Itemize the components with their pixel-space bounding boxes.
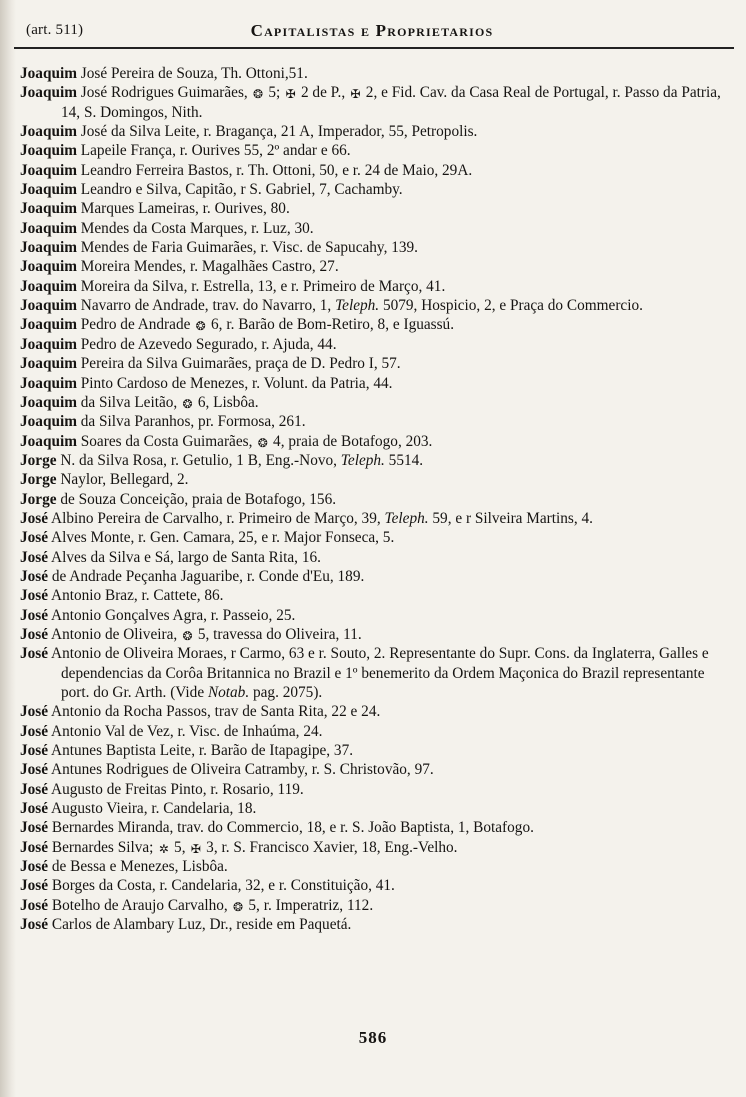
entry-text: Soares da Costa Guimarães, xyxy=(80,432,257,450)
entry-first-name: José xyxy=(20,916,49,934)
entry-first-name: Joaquim xyxy=(20,374,77,392)
entry-italic-text: Teleph. xyxy=(384,509,429,527)
entry-text: Marques Lameiras, r. Ourives, 80. xyxy=(80,200,290,218)
directory-entry xyxy=(20,451,736,470)
entry-first-name: Joaquim xyxy=(20,239,77,257)
entry-first-name: José xyxy=(20,587,49,605)
entry-text: Antonio Braz, r. Cattete, 86. xyxy=(51,587,224,605)
page-header xyxy=(8,22,736,44)
directory-entry xyxy=(20,896,736,915)
entry-text: Botelho de Araujo Carvalho, xyxy=(51,896,232,914)
entry-text: Pedro de Azevedo Segurado, r. Ajuda, 44. xyxy=(80,335,337,353)
directory-entry xyxy=(20,412,736,431)
directory-entry xyxy=(20,702,736,721)
entry-text: Alves da Silva e Sá, largo de Santa Rita, 16. xyxy=(51,548,321,566)
entry-text: 5, r. Imperatriz, 112. xyxy=(244,896,374,914)
entry-first-name: Joaquim xyxy=(20,297,77,315)
directory-entry xyxy=(20,722,736,741)
directory-entry xyxy=(20,257,736,276)
entry-text: Mendes de Faria Guimarães, r. Visc. de Sapucahy, 139. xyxy=(80,239,419,257)
directory-entry xyxy=(20,548,736,567)
entry-first-name: Joaquim xyxy=(20,161,77,179)
entry-first-name: José xyxy=(20,858,49,876)
directory-entry xyxy=(20,199,736,218)
entry-text: 2 de P., xyxy=(297,84,349,102)
entry-text: de Souza Conceição, praia de Botafogo, 156. xyxy=(60,490,337,508)
entry-text: 5079, Hospicio, 2, e Praça do Commercio. xyxy=(379,297,643,315)
entry-first-name: Joaquim xyxy=(20,65,77,82)
entry-text: da Silva Leitão, xyxy=(80,393,182,411)
entry-first-name: Jorge xyxy=(20,490,57,508)
directory-entry xyxy=(20,180,736,199)
directory-entry xyxy=(20,528,736,547)
directory-entry xyxy=(20,586,736,605)
directory-entry xyxy=(20,857,736,876)
entry-italic-text: Teleph. xyxy=(340,451,385,469)
entry-text: da Silva Paranhos, pr. Formosa, 261. xyxy=(80,413,306,431)
entry-text: 59, e r Silveira Martins, 4. xyxy=(428,509,593,527)
medal-icon: ❂ xyxy=(195,319,206,334)
entry-first-name: Joaquim xyxy=(20,181,77,199)
entry-text: Pereira da Silva Guimarães, praça de D. Pedro I, 57. xyxy=(80,355,401,373)
entry-first-name: Joaquim xyxy=(20,219,77,237)
entry-text: Albino Pereira de Carvalho, r. Primeiro de Março, 39, xyxy=(51,509,385,527)
entry-text: 2, e Fid. Cav. da Casa Real de Portugal, r. Passo da Patria, 14, S. Domingos, Nith. xyxy=(61,84,721,121)
directory-entry xyxy=(20,64,736,83)
header-rule xyxy=(14,47,734,49)
directory-entry xyxy=(20,335,736,354)
medal-icon: ❂ xyxy=(257,435,268,450)
entry-text: Antunes Rodrigues de Oliveira Catramby, r. S. Christovão, 97. xyxy=(51,761,434,779)
entry-text: Antonio Val de Vez, r. Visc. de Inhaúma, 24. xyxy=(51,722,323,740)
entry-text: José Rodrigues Guimarães, xyxy=(80,84,252,102)
entry-first-name: Joaquim xyxy=(20,142,77,160)
entry-text: José Pereira de Souza, Th. Ottoni,51. xyxy=(80,65,308,82)
entry-text: Antonio Gonçalves Agra, r. Passeio, 25. xyxy=(51,606,296,624)
entry-text: de Andrade Peçanha Jaguaribe, r. Conde d'Eu, 189. xyxy=(51,567,365,585)
cross-icon: ✠ xyxy=(285,87,296,102)
entry-list xyxy=(20,64,736,934)
entry-text: Pedro de Andrade xyxy=(80,316,195,334)
entry-text: Alves Monte, r. Gen. Camara, 25, e r. Major Fonseca, 5. xyxy=(51,529,395,547)
entry-first-name: José xyxy=(20,606,49,624)
entry-first-name: José xyxy=(20,722,49,740)
entry-text: 6, r. Barão de Bom-Retiro, 8, e Iguassú. xyxy=(207,316,455,334)
entry-text: Bernardes Silva; xyxy=(51,838,158,856)
entry-first-name: Joaquim xyxy=(20,84,77,102)
directory-entry xyxy=(20,625,736,644)
entry-text: Leandro e Silva, Capitão, r S. Gabriel, 7, Cachamby. xyxy=(80,181,403,199)
entry-first-name: Joaquim xyxy=(20,316,77,334)
entry-text: Moreira Mendes, r. Magalhães Castro, 27. xyxy=(80,258,339,276)
entry-first-name: José xyxy=(20,645,49,663)
entry-text: 5, xyxy=(170,838,190,856)
star-icon: ✲ xyxy=(158,841,169,856)
entry-first-name: Joaquim xyxy=(20,277,77,295)
entry-text: 5514. xyxy=(384,451,424,469)
directory-entry xyxy=(20,606,736,625)
directory-entry xyxy=(20,432,736,451)
entry-first-name: José xyxy=(20,529,49,547)
entry-text: Carlos de Alambary Luz, Dr., reside em Paquetá. xyxy=(51,916,352,934)
entry-first-name: José xyxy=(20,703,49,721)
entry-first-name: José xyxy=(20,761,49,779)
entry-first-name: José xyxy=(20,509,49,527)
entry-text: José da Silva Leite, r. Bragança, 21 A, Imperador, 55, Petropolis. xyxy=(80,123,478,141)
entry-text: 4, praia de Botafogo, 203. xyxy=(269,432,433,450)
entry-text: Mendes da Costa Marques, r. Luz, 30. xyxy=(80,219,314,237)
medal-icon: ❂ xyxy=(233,899,244,914)
entry-text: Bernardes Miranda, trav. do Commercio, 18, e r. S. João Baptista, 1, Botafogo. xyxy=(51,819,534,837)
entry-first-name: José xyxy=(20,548,49,566)
directory-entry xyxy=(20,741,736,760)
page-edge-shadow xyxy=(0,0,16,1097)
entry-first-name: Jorge xyxy=(20,471,57,489)
entry-first-name: José xyxy=(20,567,49,585)
entry-text: Antonio da Rocha Passos, trav de Santa Rita, 22 e 24. xyxy=(51,703,381,721)
directory-entry xyxy=(20,277,736,296)
article-reference: (art. 511) xyxy=(26,22,84,38)
entry-first-name: José xyxy=(20,800,49,818)
medal-icon: ❂ xyxy=(182,396,193,411)
running-title: Capitalistas e Proprietarios xyxy=(250,21,494,40)
entry-text: Pinto Cardoso de Menezes, r. Volunt. da Patria, 44. xyxy=(80,374,393,392)
entry-first-name: José xyxy=(20,877,49,895)
entry-text: Antonio de Oliveira, xyxy=(51,625,182,643)
entry-italic-text: Notab. xyxy=(207,684,250,701)
entry-text: Borges da Costa, r. Candelaria, 32, e r. Constituição, 41. xyxy=(51,877,395,895)
directory-entry xyxy=(20,83,736,122)
entry-first-name: José xyxy=(20,625,49,643)
directory-entry xyxy=(20,780,736,799)
directory-entry xyxy=(20,876,736,895)
directory-entry xyxy=(20,915,736,934)
entry-italic-text: Teleph. xyxy=(335,297,380,315)
entry-text: Leandro Ferreira Bastos, r. Th. Ottoni, 50, e r. 24 de Maio, 29A. xyxy=(80,161,473,179)
entry-text: 5; xyxy=(264,84,285,102)
entry-first-name: Jorge xyxy=(20,451,57,469)
directory-entry xyxy=(20,393,736,412)
directory-entry xyxy=(20,644,736,702)
entry-first-name: Joaquim xyxy=(20,393,77,411)
entry-text: Navarro de Andrade, trav. do Navarro, 1, xyxy=(80,297,336,315)
directory-entry xyxy=(20,567,736,586)
entry-text: Moreira da Silva, r. Estrella, 13, e r. Primeiro de Março, 41. xyxy=(80,277,446,295)
entry-text: N. da Silva Rosa, r. Getulio, 1 B, Eng.-Novo, xyxy=(60,451,341,469)
directory-entry xyxy=(20,509,736,528)
directory-entry xyxy=(20,799,736,818)
page-number: 586 xyxy=(358,1028,388,1047)
entry-first-name: Joaquim xyxy=(20,432,77,450)
directory-entry xyxy=(20,374,736,393)
directory-entry xyxy=(20,141,736,160)
directory-entry xyxy=(20,354,736,373)
directory-entry xyxy=(20,161,736,180)
medal-icon: ❂ xyxy=(253,87,264,102)
cross-icon: ✠ xyxy=(190,841,201,856)
entry-text: Antunes Baptista Leite, r. Barão de Itapagipe, 37. xyxy=(51,742,354,760)
entry-first-name: Joaquim xyxy=(20,258,77,276)
entry-text: 6, Lisbôa. xyxy=(194,393,259,411)
entry-first-name: Joaquim xyxy=(20,200,77,218)
entry-text: de Bessa e Menezes, Lisbôa. xyxy=(51,858,228,876)
entry-text: Augusto de Freitas Pinto, r. Rosario, 119. xyxy=(51,780,304,798)
entry-first-name: José xyxy=(20,896,49,914)
entry-text: Lapeile França, r. Ourives 55, 2º andar e 66. xyxy=(80,142,351,160)
directory-entry xyxy=(20,760,736,779)
entry-first-name: Joaquim xyxy=(20,123,77,141)
entry-first-name: José xyxy=(20,742,49,760)
directory-entry xyxy=(20,838,736,857)
directory-entry xyxy=(20,490,736,509)
entry-first-name: Joaquim xyxy=(20,355,77,373)
directory-entry xyxy=(20,296,736,315)
entry-text: Augusto Vieira, r. Candelaria, 18. xyxy=(51,800,257,818)
directory-entry xyxy=(20,818,736,837)
directory-entry xyxy=(20,122,736,141)
entry-text: pag. 2075). xyxy=(249,684,323,701)
medal-icon: ❂ xyxy=(182,628,193,643)
entry-first-name: José xyxy=(20,819,49,837)
entry-first-name: Joaquim xyxy=(20,413,77,431)
entry-text: 3, r. S. Francisco Xavier, 18, Eng.-Velho. xyxy=(202,838,458,856)
directory-entry xyxy=(20,238,736,257)
directory-entry xyxy=(20,315,736,334)
entry-text: 5, travessa do Oliveira, 11. xyxy=(194,625,362,643)
entry-first-name: Joaquim xyxy=(20,335,77,353)
entry-text: Naylor, Bellegard, 2. xyxy=(60,471,189,489)
entry-text: Antonio de Oliveira Moraes, r Carmo, 63 e r. Souto, 2. Representante do Supr. Cons. da Inglaterra, Galles e dependencias da Corôa Britannica no Brazil e 1º benemerito da Ordem Maçonica do Brazil representante port. do Gr. Arth. (Vide xyxy=(51,645,709,701)
entry-first-name: José xyxy=(20,838,49,856)
cross-icon: ✠ xyxy=(350,87,361,102)
directory-entry xyxy=(20,470,736,489)
entry-first-name: José xyxy=(20,780,49,798)
directory-entry xyxy=(20,219,736,238)
